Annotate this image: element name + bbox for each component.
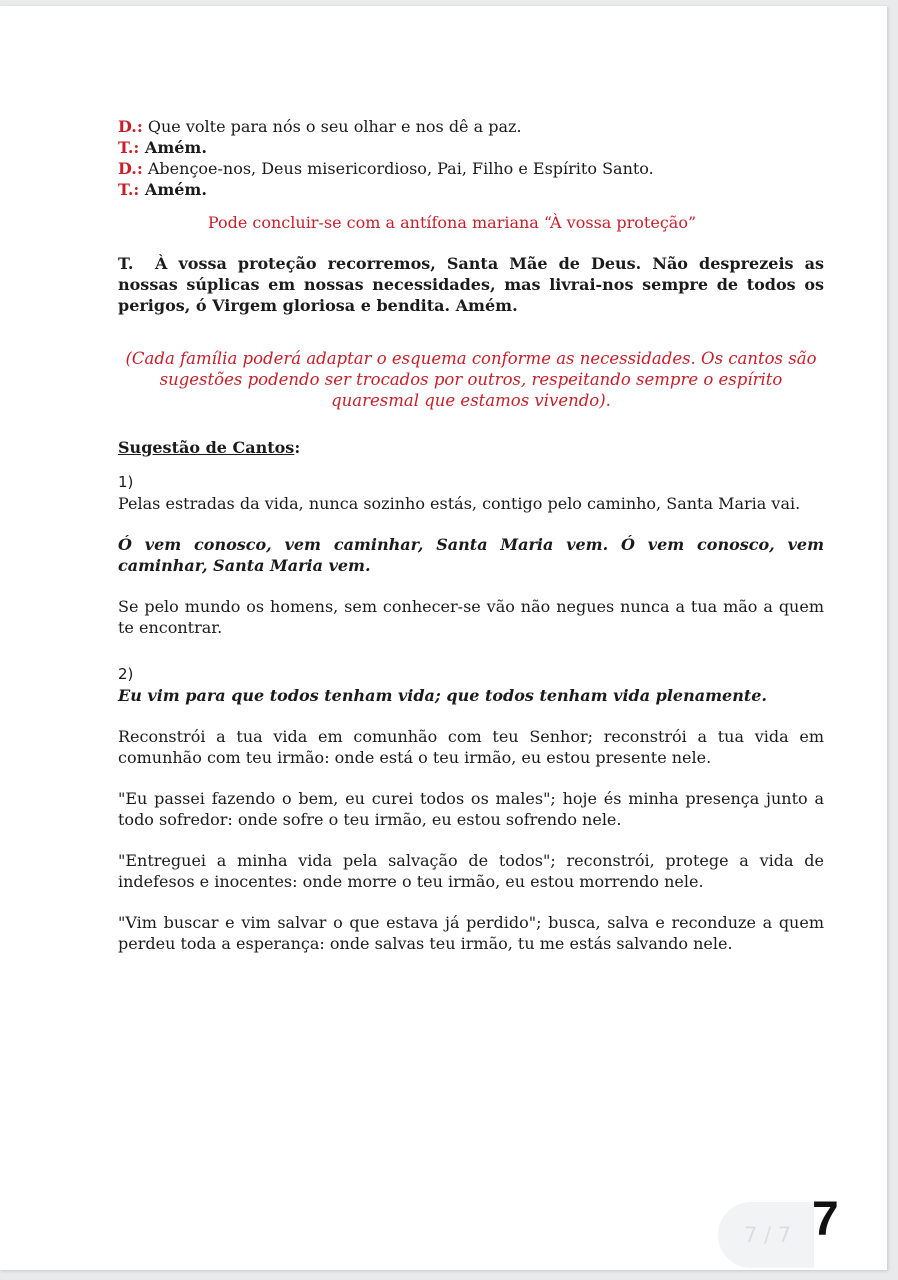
dialogue-text: Que volte para nós o seu olhar e nos dê a paz. <box>142 117 522 136</box>
page-indicator-pill[interactable] <box>718 1202 814 1268</box>
dialogue-text: Amém. <box>139 180 207 199</box>
song2-verse: "Eu passei fazendo o bem, eu curei todos os males"; hoje és minha presença junto a todo sofredor: onde sofre o teu irmão, eu estou sofrendo nele. <box>118 789 824 829</box>
page-indicator-text: 7 / 7 <box>744 1223 792 1247</box>
antiphon-intro: Pode concluir-se com a antífona mariana “À vossa proteção” <box>207 213 697 232</box>
prayer-paragraph <box>118 253 824 316</box>
song1-verse: Se pelo mundo os homens, sem conhecer-se vão não negues nunca a tua mão a quem te encontrar. <box>118 597 824 637</box>
family-note: (Cada família poderá adaptar o esquema conforme as necessidades. Os cantos são sugestões podendo ser trocados por outros, respeitando sempre o espírito quaresmal que estamos vivendo). <box>125 349 817 410</box>
speaker-label: T.: <box>118 138 140 157</box>
song-number: 1) <box>118 473 134 491</box>
page-number: 7 <box>812 1193 839 1246</box>
song2-verse: Reconstrói a tua vida em comunhão com teu Senhor; reconstrói a tua vida em comunhão com teu irmão: onde está o teu irmão, eu estou presente nele. <box>118 727 824 767</box>
dialogue-text: Amém. <box>139 138 207 157</box>
song2-refrain: Eu vim para que todos tenham vida; que todos tenham vida plenamente. <box>118 686 767 705</box>
prayer-speaker: T. <box>118 254 134 273</box>
songs-heading-colon: : <box>294 438 301 457</box>
songs-heading <box>118 437 824 458</box>
dialogue-text: Abençoe-nos, Deus misericordioso, Pai, Filho e Espírito Santo. <box>142 159 654 178</box>
dialogue-line <box>118 179 824 200</box>
dialogue-line <box>118 116 824 137</box>
speaker-label: D.: <box>118 159 143 178</box>
songs-heading-text: Sugestão de Cantos <box>118 438 295 457</box>
dialogue-line <box>118 137 824 158</box>
song1-verse: Pelas estradas da vida, nunca sozinho estás, contigo pelo caminho, Santa Maria vai. <box>118 494 801 513</box>
dialogue-line <box>118 158 824 179</box>
speaker-label: D.: <box>118 117 143 136</box>
speaker-label: T.: <box>118 180 140 199</box>
prayer-text: À vossa proteção recorremos, Santa Mãe de Deus. Não desprezeis as nossas súplicas em nossas necessidades, mas livrai-nos sempre de todos os perigos, ó Virgem gloriosa e bendita. Amém. <box>118 254 824 315</box>
page-content <box>118 116 824 954</box>
song1-refrain: Ó vem conosco, vem caminhar, Santa Maria vem. Ó vem conosco, vem caminhar, Santa Maria vem. <box>118 535 824 575</box>
song2-verse: "Vim buscar e vim salvar o que estava já perdido"; busca, salva e reconduze a quem perdeu toda a esperança: onde salvas teu irmão, tu me estás salvando nele. <box>118 913 824 953</box>
song-number: 2) <box>118 665 134 683</box>
document-page <box>0 6 887 1270</box>
song2-verse: "Entreguei a minha vida pela salvação de todos"; reconstrói, protege a vida de indefesos e inocentes: onde morre o teu irmão, eu estou morrendo nele. <box>118 851 824 891</box>
